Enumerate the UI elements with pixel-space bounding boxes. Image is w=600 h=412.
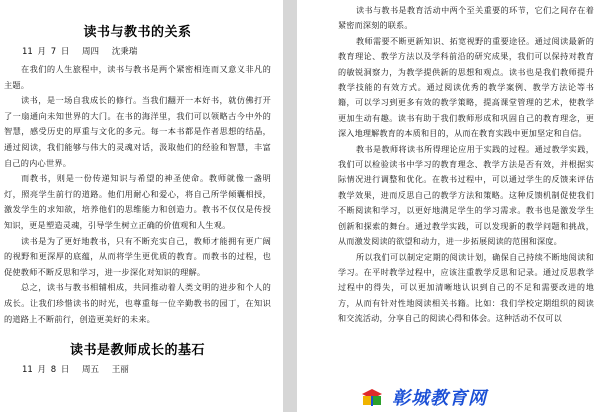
article-title-2: 读书是教师成长的基石 <box>69 343 205 359</box>
site-watermark <box>360 384 570 410</box>
paragraph: 读书是为了更好地教书，只有不断充实自己，教师才能拥有更广阔的视野和更深厚的底蕴，从而将学生更优质的教育。而教书的过程，也促使教师不断反思和学习，进一步深化对知识的理解。 <box>4 235 271 277</box>
meta-date: 11 月 7 日 <box>22 47 70 57</box>
meta-author: 沈秉瑞 <box>111 47 138 57</box>
meta-author: 王丽 <box>111 365 129 376</box>
watermark-text: 彰城教育网 <box>392 388 487 409</box>
article-meta <box>22 46 271 59</box>
document-page-left <box>0 0 283 412</box>
paragraph: 而教书，则是一份传递知识与希望的神圣使命。教师就像一盏明灯，照亮学生前行的道路。他们用耐心和爱心，将自己所学倾囊相授，激发学生的求知欲，培养他们的思维能力和创造力。教书不仅仅是传授知识，更是塑造灵魂，引导学生树立正确的价值观和人生观。 <box>4 173 271 230</box>
article-meta-2 <box>22 364 271 377</box>
paragraph: 教师需要不断更新知识、拓宽视野的重要途径。通过阅读最新的教育理论、教学方法以及学科前沿的研究成果，我们可以保持对教育的敏锐洞察力，为教学提供新的思想和观点。读书也是我们教师提升教学技能的有效方式。通过阅读优秀的教学案例、教学方法论等书籍，可以学习到更多有效的教学策略，提高课堂管理的艺术，使教学更加生动有趣。读书有助于我们教师形成和巩固自己的教育理念，更深入地理解教育的本质和目的，从而在教育实践中更加坚定和自信。 <box>338 35 594 139</box>
document-page-right <box>297 0 600 412</box>
paragraph: 读书，是一场自我成长的修行。当我们翻开一本好书，就仿佛打开了一扇通向未知世界的大门。在书的海洋里，我们可以领略古今中外的智慧，感受历史的厚重与文化的多元。每一本书都是作者思想的结晶，通过阅读，我们能够与伟大的灵魂对话，汲取他们的经验和智慧，丰富自己的内心世界。 <box>4 95 271 168</box>
meta-weekday: 周五 <box>82 365 100 376</box>
meta-weekday: 周四 <box>82 47 100 57</box>
paragraph: 在我们的人生旅程中，读书与教书是两个紧密相连而又意义非凡的主题。 <box>4 64 271 90</box>
meta-date: 11 月 8 日 <box>22 365 70 376</box>
paragraph: 总之，读书与教书相辅相成，共同推动着人类文明的进步和个人的成长。让我们珍惜读书的时光，也尊重每一位辛勤教书的园丁，在知识的道路上不断前行，创造更美好的未来。 <box>4 282 271 324</box>
paragraph: 所以我们可以制定定期的阅读计划，确保自己持续不断地阅读和学习。在平时教学过程中，应该注重教学反思和记录。通过反思教学过程中的得失，可以更加清晰地认识到自己的不足和需要改进的地方，从而有针对性地阅读相关书籍。比如：我们学校定期组织的阅读和交流活动，分享自己的阅读心得和体会。这种活动不仅可以 <box>338 251 594 324</box>
paragraph: 教书是教师将读书所得理论应用于实践的过程。通过教学实践，我们可以检验读书中学习的教育理念、教学方法是否有效，并根据实际情况进行调整和优化。在教书过程中，可以通过学生的反馈来评估教学效果，进而反思自己的教学方法和策略。这种反馈机制促使我们不断阅读和学习，以更好地满足学生的学习需求。教书也是激发学生创新和探索的舞台。通过教学实践，可以发现新的教学问题和挑战，从而激发阅读的欲望和动力，进一步拓展阅读的范围和深度。 <box>338 143 594 247</box>
paragraph: 读书与教书是教育活动中两个至关重要的环节，它们之间存在着紧密而深刻的联系。 <box>338 5 594 31</box>
book-logo-icon <box>360 386 384 408</box>
article-title: 读书与教书的关系 <box>83 25 192 40</box>
